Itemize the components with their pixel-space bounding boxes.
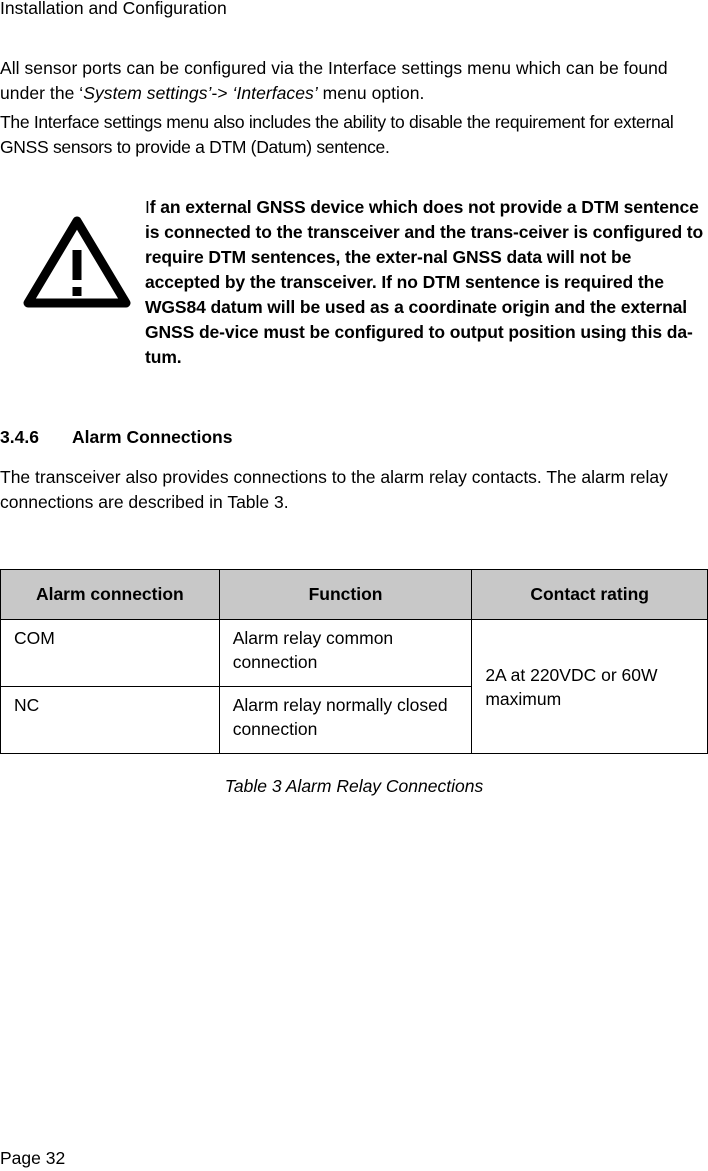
cell-function-com: Alarm relay common connection [219, 620, 472, 687]
section-number: 3.4.6 [0, 427, 39, 447]
table-header-row [1, 570, 708, 620]
header-function: Function [219, 570, 472, 620]
header-contact-rating: Contact rating [472, 570, 708, 620]
menu-path-system-settings: System settings’ [83, 83, 212, 103]
table-caption: Table 3 Alarm Relay Connections [224, 776, 484, 796]
menu-path-interfaces: ‘Interfaces’ [232, 83, 318, 103]
cell-contact-rating: 2A at 220VDC or 60W maximum [472, 620, 708, 754]
warning-first-letter: I [145, 197, 150, 217]
warning-notice-text [145, 195, 705, 370]
section-heading [0, 427, 232, 448]
intro-paragraph-1 [0, 56, 706, 106]
alarm-relay-table [0, 569, 708, 754]
cell-connection-nc: NC [1, 687, 220, 754]
running-header: Installation and Configuration [0, 0, 227, 18]
section-body: The transceiver also provides connections to the alarm relay contacts. The alarm relay connections are described in Table 3. [0, 467, 668, 512]
warning-triangle-icon [22, 215, 132, 311]
section-title: Alarm Connections [72, 427, 233, 447]
page-number: Page 32 [0, 1148, 66, 1168]
table-row [1, 620, 708, 687]
cell-connection-com: COM [1, 620, 220, 687]
intro-text-3: menu option. [317, 83, 425, 103]
intro-text-1: All sensor ports can be configured via the Interface settings menu which can be found under the ‘ [0, 58, 668, 103]
header-alarm-connection: Alarm connection [1, 570, 220, 620]
cell-function-nc: Alarm relay normally closed connection [219, 687, 472, 754]
warning-body: f an external GNSS device which does not provide a DTM sentence is connected to the transceiver and the trans-ceiver is configured to require DTM sentences, the exter-nal GNSS data will not be accepted by the transceiver. If no DTM sentence is required the WGS84 datum will be used as a coordinate origin and the external GNSS de-vice must be configured to output position using this da-tum. [145, 197, 704, 367]
intro-text-2: -> [211, 83, 233, 103]
intro-paragraph-2: The Interface settings menu also includes the ability to disable the requirement for external GNSS sensors to provide a DTM (Datum) sentence. [0, 112, 674, 157]
